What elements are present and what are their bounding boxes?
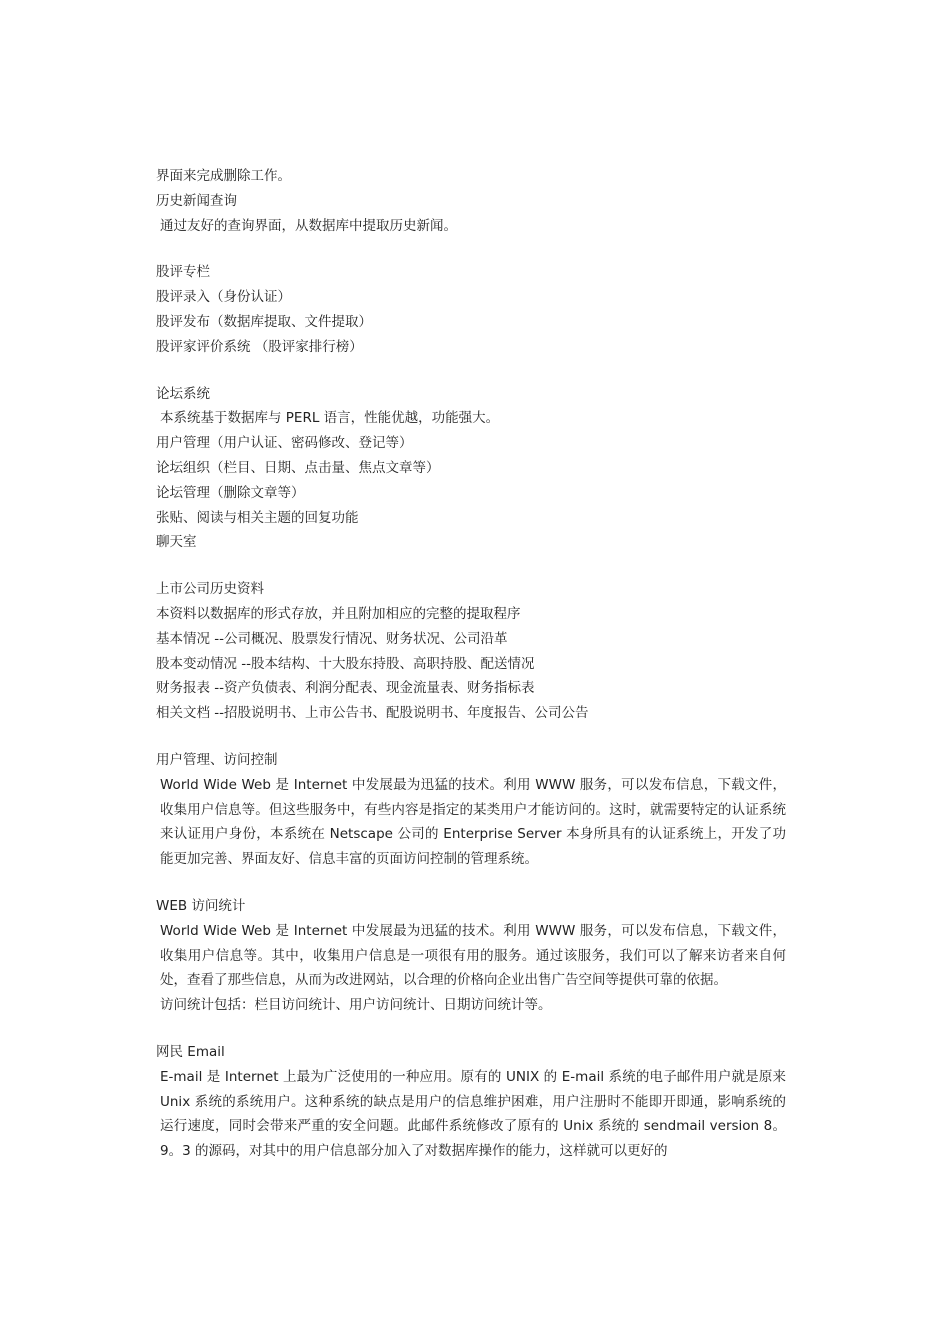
section-gap: [156, 872, 786, 894]
stock-column-item: 股评录入（身份认证）: [156, 289, 291, 306]
listed-company-item: 基本情况 --公司概况、股票发行情况、财务状况、公司沿革: [156, 630, 508, 647]
forum-item: 聊天室: [156, 534, 197, 551]
forum-title: 论坛系统: [156, 385, 210, 402]
section-gap: [156, 360, 786, 382]
forum-item: 用户管理（用户认证、密码修改、登记等）: [156, 435, 413, 452]
listed-company-item: 财务报表 --资产负债表、利润分配表、现金流量表、财务指标表: [156, 680, 535, 697]
forum-item: 论坛管理（删除文章等）: [156, 484, 305, 501]
web-stats-title: WEB 访问统计: [156, 897, 246, 914]
stock-column-title: 股评专栏: [156, 264, 210, 281]
listed-company-item: 相关文档 --招股说明书、上市公告书、配股说明书、年度报告、公司公告: [156, 705, 589, 722]
email-body: E-mail 是 Internet 上最为广泛使用的一种应用。原有的 UNIX 的 E-mail 系统的电子邮件用户就是原来 Unix 系统的系统用户。这种系统的缺点是用户的信息维护困难，用户注册时不能即开即通，影响系统的运行速度，同时会带来严重的安全问题。此邮件系统修改了原有的 Unix 系统的 sendmail version 8。9。3 的源码，对其中的用户信息部分加入了对数据库操作的能力，这样就可以更好的: [160, 1068, 786, 1160]
history-news-title: 历史新闻查询: [156, 192, 237, 209]
listed-company-item: 股本变动情况 --股本结构、十大股东持股、高职持股、配送情况: [156, 655, 535, 672]
web-stats-body: World Wide Web 是 Internet 中发展最为迅猛的技术。利用 WWW 服务，可以发布信息，下载文件，收集用户信息等。其中，收集用户信息是一项很有用的服务。通过该服务，我们可以了解来访者来自何处，查看了那些信息，从而为改进网站，以合理的价格向企业出售广告空间等提供可靠的依据。: [160, 922, 786, 989]
forum-item: 论坛组织（栏目、日期、点击量、焦点文章等）: [156, 459, 440, 476]
listed-company-title: 上市公司历史资料: [156, 581, 264, 598]
listed-company-item: 本资料以数据库的形式存放，并且附加相应的完整的提取程序: [156, 605, 521, 622]
section-gap: [156, 726, 786, 748]
section-gap: [156, 238, 786, 260]
user-access-body: World Wide Web 是 Internet 中发展最为迅猛的技术。利用 WWW 服务，可以发布信息，下载文件，收集用户信息等。但这些服务中，有些内容是指定的某类用户才能访问的。这时，就需要特定的认证系统来认证用户身份，本系统在 Netscape 公司的 Enterprise Server 本身所具有的认证系统上，开发了功能更加完善、界面友好、信息丰富的页面访问控制的管理系统。: [160, 776, 786, 868]
user-access-title: 用户管理、访问控制: [156, 751, 278, 768]
history-news-desc: 通过友好的查询界面，从数据库中提取历史新闻。: [160, 217, 457, 234]
forum-item: 张贴、阅读与相关主题的回复功能: [156, 509, 359, 526]
section-gap: [156, 555, 786, 577]
stock-column-item: 股评发布（数据库提取、文件提取）: [156, 313, 372, 330]
email-title: 网民 Email: [156, 1043, 225, 1060]
news-delete-line: 界面来完成删除工作。: [156, 168, 291, 184]
forum-desc: 本系统基于数据库与 PERL 语言，性能优越，功能强大。: [160, 410, 500, 427]
section-gap: [156, 1018, 786, 1040]
web-stats-includes: 访问统计包括：栏目访问统计、用户访问统计、日期访问统计等。: [160, 997, 552, 1014]
document-body: [156, 164, 786, 1164]
stock-column-item: 股评家评价系统 （股评家排行榜）: [156, 338, 363, 355]
